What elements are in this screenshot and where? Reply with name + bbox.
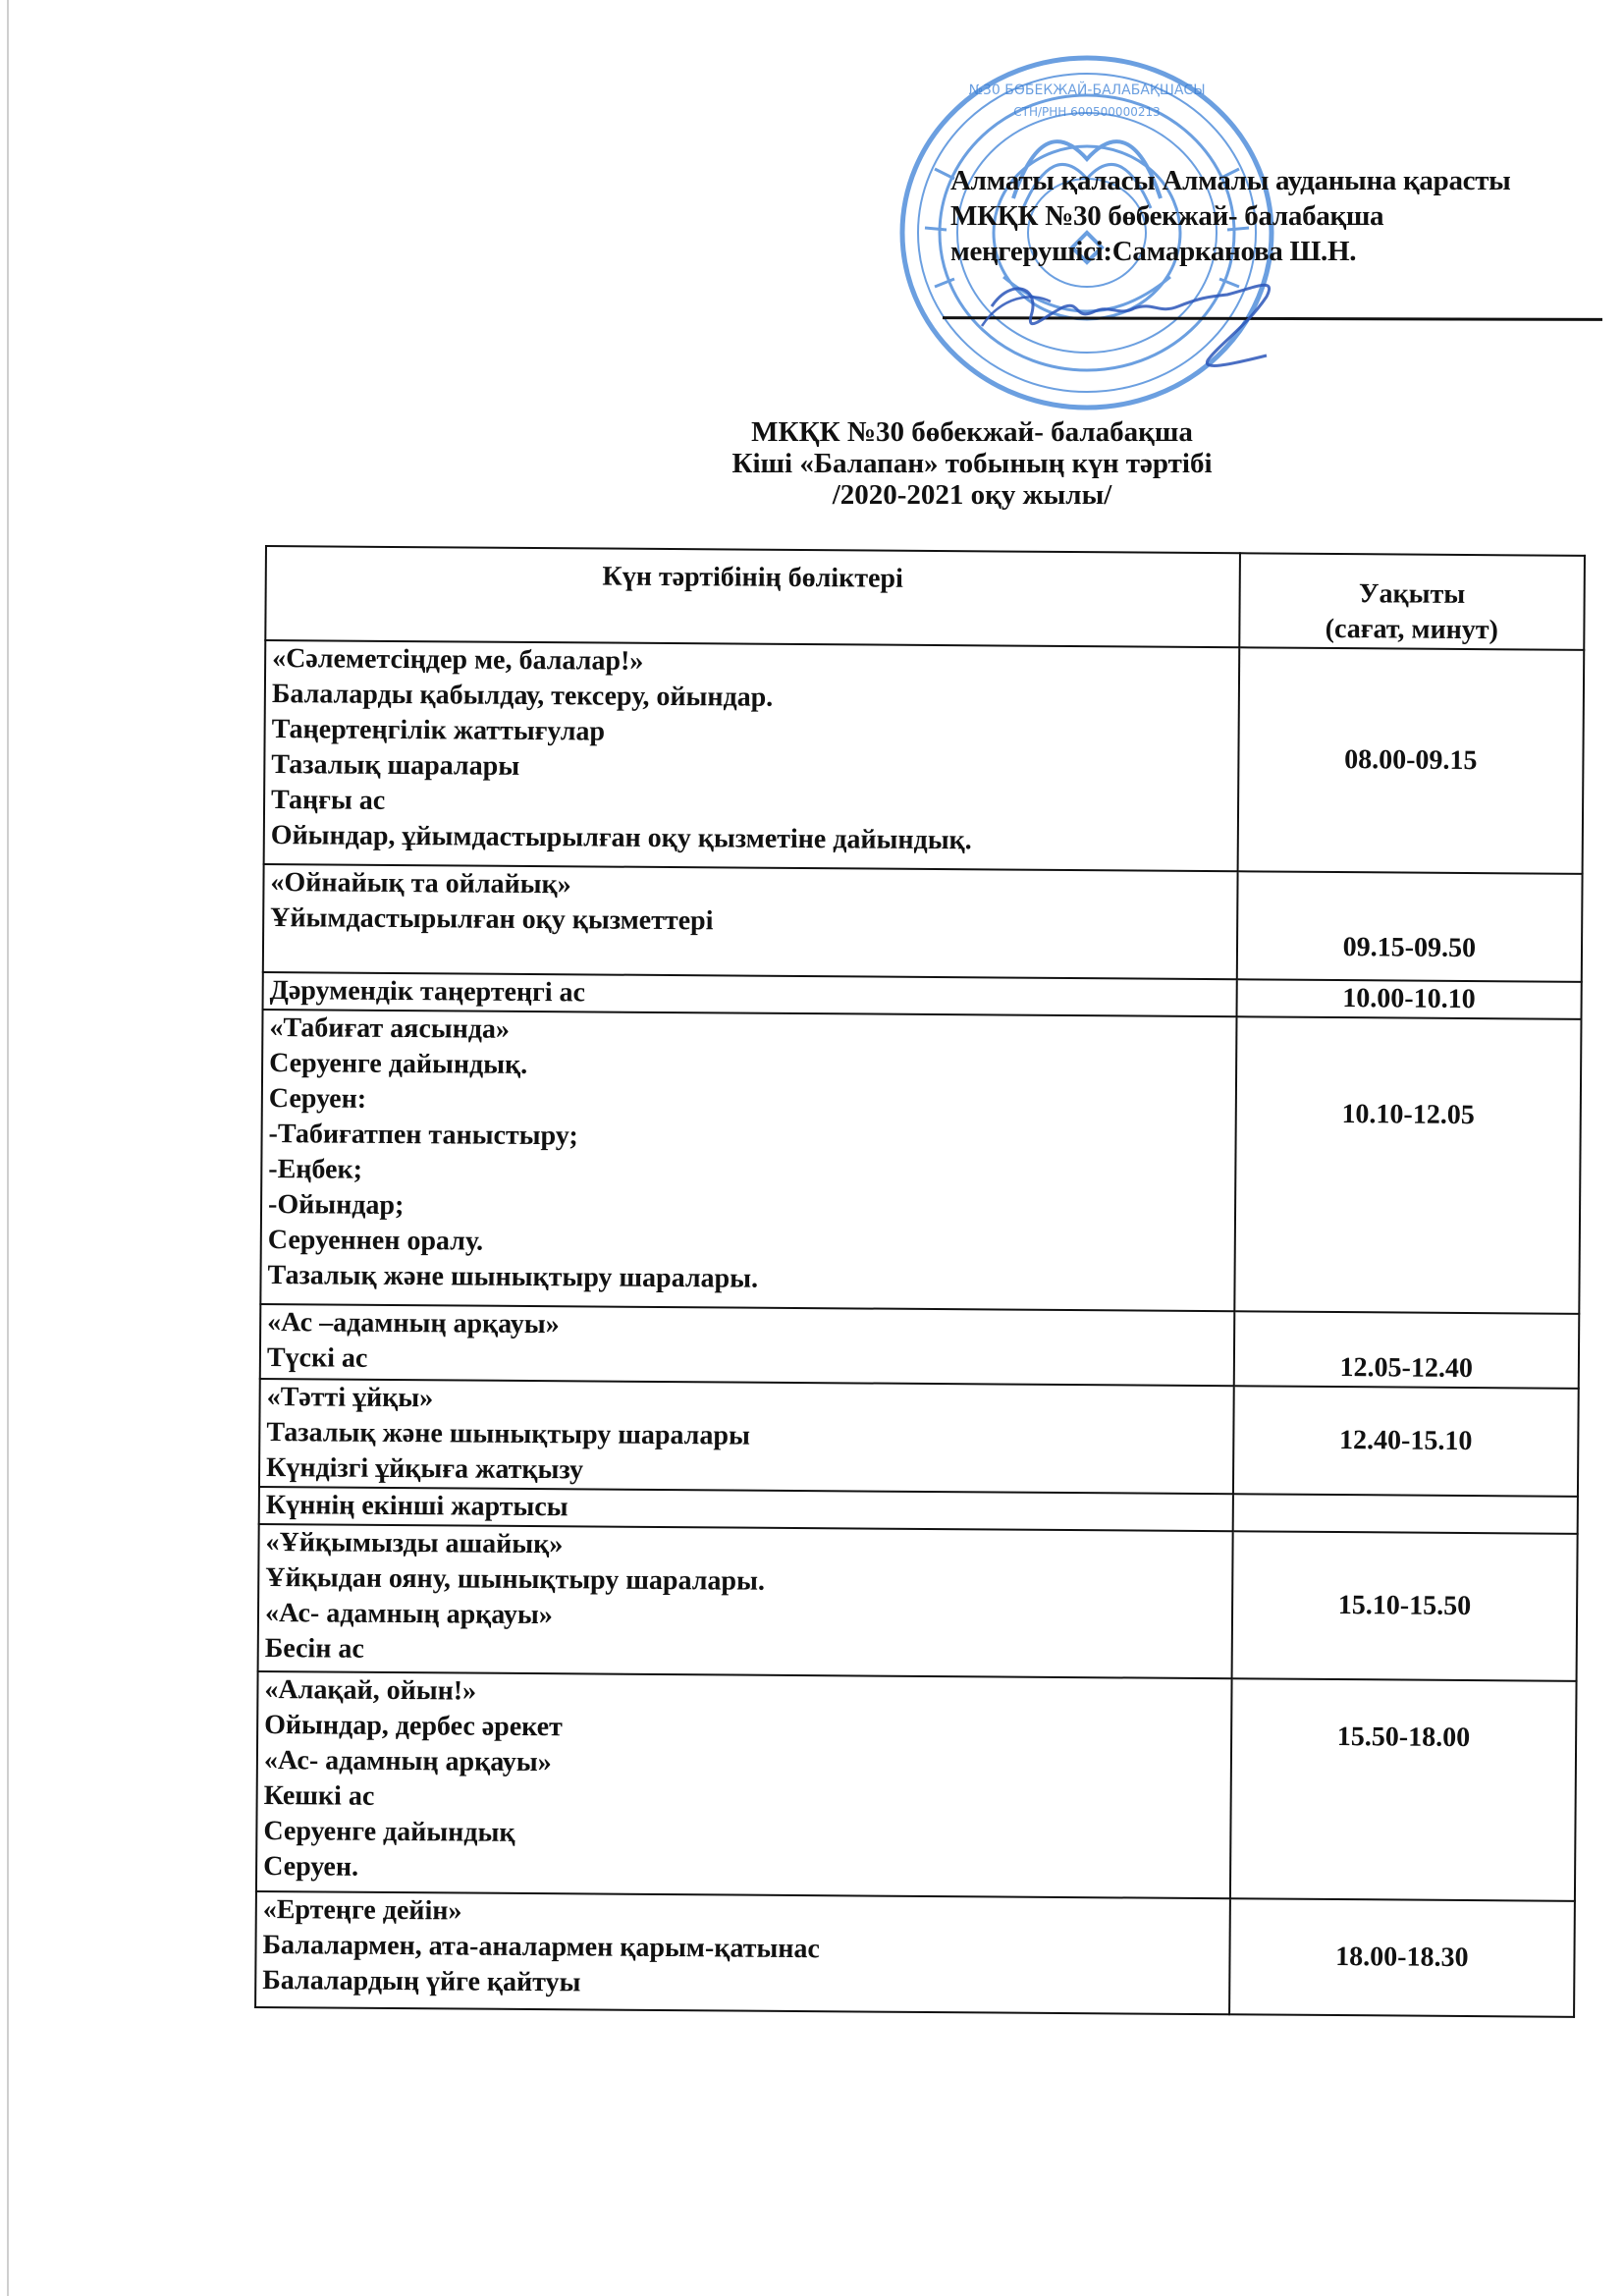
svg-text:СТН/РНН 600500000213: СТН/РНН 600500000213 [1013,105,1161,119]
header-time: Уақыты (сағат, минут) [1239,553,1585,650]
approval-line-director: меңгерушісі:Самарканова Ш.Н. [950,236,1357,267]
table-row [260,1304,1580,1389]
activity-cell: «Табиғат аясында» Серуенге дайындық. Серуен: -Табиғатпен таныстыру; -Еңбек; -Ойындар; Серуеннен оралу. Тазалық және шынықтыру шаралары. [260,1010,1236,1311]
time-cell: 09.15-09.50 [1237,871,1583,982]
table-row [264,640,1585,874]
time-cell: 08.00-09.15 [1237,647,1584,874]
activity-cell: «Алақай, ойын!» Ойындар, дербес әрекет «Ас- адамның арқауы» Кешкі ас Серуенге дайындық Серуен. [256,1671,1231,1898]
time-cell: 15.50-18.00 [1230,1678,1577,1901]
time-cell [1232,1494,1577,1534]
activity-cell: «Тәтті ұйқы» Тазалық және шынықтыру шаралары Күндізгі ұйқыға жатқызу [259,1379,1234,1494]
table-row [256,1671,1577,1901]
header-activity: Күн тәртібінің бөліктері [265,546,1239,647]
activity-cell: «Ойнайық та ойлайық» Ұйымдастырылған оқу қызметтері [263,864,1238,979]
time-cell: 10.00-10.10 [1236,979,1581,1019]
activity-cell: «Ертеңге дейін» Балалармен, ата-аналармен қарым-қатынас Балалардың үйге қайтуы [255,1891,1230,2014]
time-cell: 12.40-15.10 [1233,1386,1579,1497]
time-cell: 12.05-12.40 [1234,1311,1580,1389]
approval-line-organization: Алматы қаласы Алмалы ауданына қарасты [950,165,1511,196]
table-row [263,864,1583,982]
table-row [259,1379,1579,1497]
document-title [461,416,1483,511]
time-cell: 18.00-18.30 [1229,1898,1575,2017]
activity-cell: Күннің екінші жартысы [259,1487,1233,1531]
approval-block [950,163,1618,269]
time-cell: 10.10-12.05 [1234,1016,1581,1314]
daily-schedule-table [254,545,1586,2018]
activity-cell: «Сәлеметсіңдер ме, балалар!» Балаларды қабылдау, тексеру, ойындар. Таңертеңгілік жаттығулар Тазалық шаралары Таңғы ас Ойындар, ұйымдастырылған оқу қызметіне дайындық. [264,640,1239,871]
table-row [258,1524,1578,1681]
activity-cell: «Ұйқымызды ашайық» Ұйқыдан ояну, шынықтыру шаралары. «Ас- адамның арқауы» Бесін ас [258,1524,1233,1678]
scan-edge [7,0,9,2296]
table-header-row [265,546,1585,650]
svg-text:№30 БӨБЕКЖАЙ-БАЛАБАҚШАСЫ: №30 БӨБЕКЖАЙ-БАЛАБАҚШАСЫ [968,82,1206,98]
title-group-schedule: Кіші «Балапан» тобының күн тәртібі [731,448,1213,479]
table-row [255,1891,1575,2017]
signature-icon [972,267,1306,375]
time-cell: 15.10-15.50 [1231,1531,1577,1681]
activity-cell: «Ас –адамның арқауы» Түскі ас [260,1304,1234,1386]
title-institution: МКҚК №30 бөбекжай- балабақша [751,416,1193,448]
activity-cell: Дәрумендік таңертеңгі ас [263,972,1237,1016]
title-academic-year: /2020-2021 оқу жылы/ [832,479,1112,511]
table-row [260,1010,1581,1314]
approval-line-institution: МКҚК №30 бөбекжай- балабақша [950,200,1384,232]
